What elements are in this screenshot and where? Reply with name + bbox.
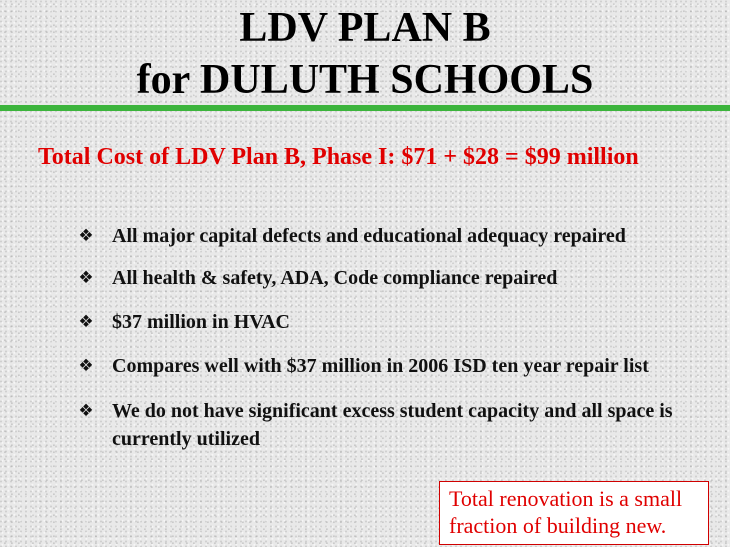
diamond-bullet-icon: ❖ bbox=[78, 401, 94, 421]
diamond-bullet-icon: ❖ bbox=[78, 268, 94, 288]
bullet-text: $37 million in HVAC bbox=[112, 311, 290, 333]
diamond-bullet-icon: ❖ bbox=[78, 226, 94, 246]
slide-title bbox=[0, 2, 730, 106]
bullet-text: All major capital defects and educational adequacy repaired bbox=[112, 225, 626, 247]
bullet-item bbox=[76, 264, 676, 292]
title-line-1: LDV PLAN B bbox=[239, 5, 491, 51]
cost-heading: Total Cost of LDV Plan B, Phase I: $71 + $28 = $99 million bbox=[38, 144, 639, 170]
title-divider bbox=[0, 105, 730, 111]
bullet-item bbox=[76, 222, 676, 250]
bullet-text: All health & safety, ADA, Code compliance repaired bbox=[112, 267, 558, 289]
bullet-item bbox=[76, 308, 676, 336]
bullet-item bbox=[76, 397, 676, 453]
bullet-item bbox=[76, 352, 676, 380]
title-line-2: for DULUTH SCHOOLS bbox=[136, 57, 594, 103]
callout-box: Total renovation is a small fraction of building new. bbox=[439, 481, 709, 545]
bullet-text: Compares well with $37 million in 2006 ISD ten year repair list bbox=[112, 355, 649, 377]
diamond-bullet-icon: ❖ bbox=[78, 356, 94, 376]
diamond-bullet-icon: ❖ bbox=[78, 312, 94, 332]
bullet-text: We do not have significant excess student capacity and all space is currently utilized bbox=[112, 400, 673, 450]
bullet-list bbox=[76, 222, 676, 453]
